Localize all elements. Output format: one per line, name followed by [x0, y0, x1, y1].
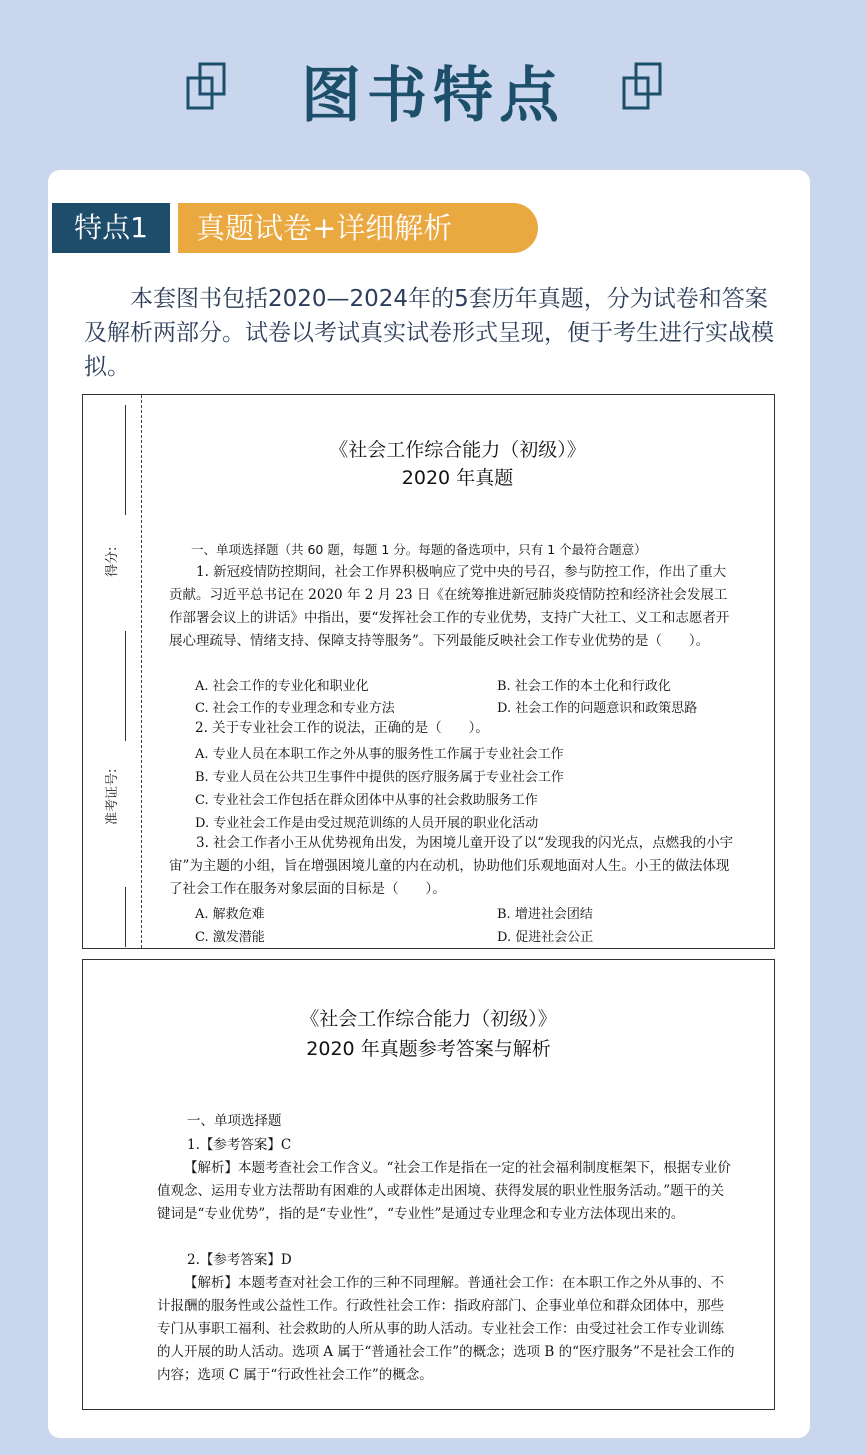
binding-margin [83, 395, 141, 948]
answer-subtitle: 2020 年真题参考答案与解析 [306, 1038, 551, 1060]
feature-intro: 本套图书包括2020—2024年的5套历年真题，分为试卷和答案及解析两部分。试卷以考试真实试卷形式呈现，便于考生进行实战模拟。 [84, 286, 774, 380]
margin-line [125, 631, 126, 741]
question-1: 1. 新冠疫情防控期间，社会工作界积极响应了党中央的号召，参与防控工作，作出了重大贡献。习近平总书记在 2020 年 2 月 23 日《在统筹推进新冠肺炎疫情防控和经济社会发展工作部署会议上的讲话》中指出，要“发挥社会工作的专业优势，支持广大社工、义工和志愿者开展心理疏导、情绪支持、保障支持等服务”。下列最能反映社会工作专业优势的是（ ）。 [169, 564, 730, 649]
answer-section-heading: 一、单项选择题 [187, 1113, 282, 1129]
option-3c: C. 激发潜能 [195, 930, 265, 945]
answer-2-key: 2.【参考答案】D [187, 1252, 292, 1268]
option-1a: A. 社会工作的专业化和职业化 [195, 679, 369, 694]
answer-title: 《社会工作综合能力（初级）》 [300, 1008, 557, 1030]
option-2b: B. 专业人员在公共卫生事件中提供的医疗服务属于专业社会工作 [195, 770, 564, 785]
option-2a: A. 专业人员在本职工作之外从事的服务性工作属于专业社会工作 [195, 747, 564, 762]
option-1d: D. 社会工作的问题意识和政策思路 [497, 701, 698, 716]
answer-1-key: 1.【参考答案】C [187, 1137, 292, 1153]
feature-title: 真题试卷+详细解析 [178, 203, 538, 253]
exam-paper-preview [82, 394, 775, 949]
option-3b: B. 增进社会团结 [497, 907, 593, 922]
header [0, 0, 866, 170]
page-title: 图书特点 [301, 61, 565, 131]
question-3: 3. 社会工作者小王从优势视角出发，为困境儿童开设了以“发现我的闪光点，点燃我的小宇宙”为主题的小组，旨在增强困境儿童的内在动机，协助他们乐观地面对人生。小王的做法体现了社会工作在服务对象层面的目标是（ ）。 [169, 835, 734, 897]
option-2c: C. 专业社会工作包括在群众团体中从事的社会救助服务工作 [195, 793, 538, 808]
margin-line [125, 887, 126, 947]
exam-id-label: 准考证号: [105, 768, 120, 825]
option-1c: C. 社会工作的专业理念和专业方法 [195, 701, 395, 716]
exam-title: 《社会工作综合能力（初级）》 [329, 439, 586, 461]
question-2: 2. 关于专业社会工作的说法，正确的是（ ）。 [195, 720, 489, 736]
option-2d: D. 专业社会工作是由受过规范训练的人员开展的职业化活动 [195, 816, 539, 831]
feature-badge: 特点1 [52, 203, 170, 253]
answer-paper-preview [82, 959, 775, 1410]
answer-2-explanation: 【解析】本题考查对社会工作的三种不同理解。普通社会工作：在本职工作之外从事的、不计报酬的服务性或公益性工作。行政性社会工作：指政府部门、企事业单位和群众团体中，那些专门从事职工福利、社会救助的人所从事的助人活动。专业社会工作：由受过社会工作专业训练的人开展的助人活动。选项 A 属于“普通社会工作”的概念；选项 B 的“医疗服务”不是社会工作的内容；选项 C 属于“行政性社会工作”的概念。 [157, 1275, 735, 1383]
option-1b: B. 社会工作的本土化和行政化 [497, 679, 671, 694]
feature-heading [52, 203, 542, 253]
square-ornament-icon [622, 62, 662, 110]
score-label: 得分: [105, 546, 120, 577]
section-heading: 一、单项选择题（共 60 题，每题 1 分。每题的备选项中，只有 1 个最符合题意） [191, 542, 647, 557]
margin-line [125, 405, 126, 515]
exam-subtitle: 2020 年真题 [401, 467, 514, 489]
option-3d: D. 促进社会公正 [497, 930, 594, 945]
answer-1-explanation: 【解析】本题考查社会工作含义。“社会工作是指在一定的社会福利制度框架下，根据专业价值观念、运用专业方法帮助有困难的人或群体走出困境、获得发展的职业性服务活动。”题干的关键词是“专业优势”，指的是“专业性”，“专业性”是通过专业理念和专业方法体现出来的。 [157, 1160, 731, 1222]
option-3a: A. 解救危难 [195, 907, 265, 922]
